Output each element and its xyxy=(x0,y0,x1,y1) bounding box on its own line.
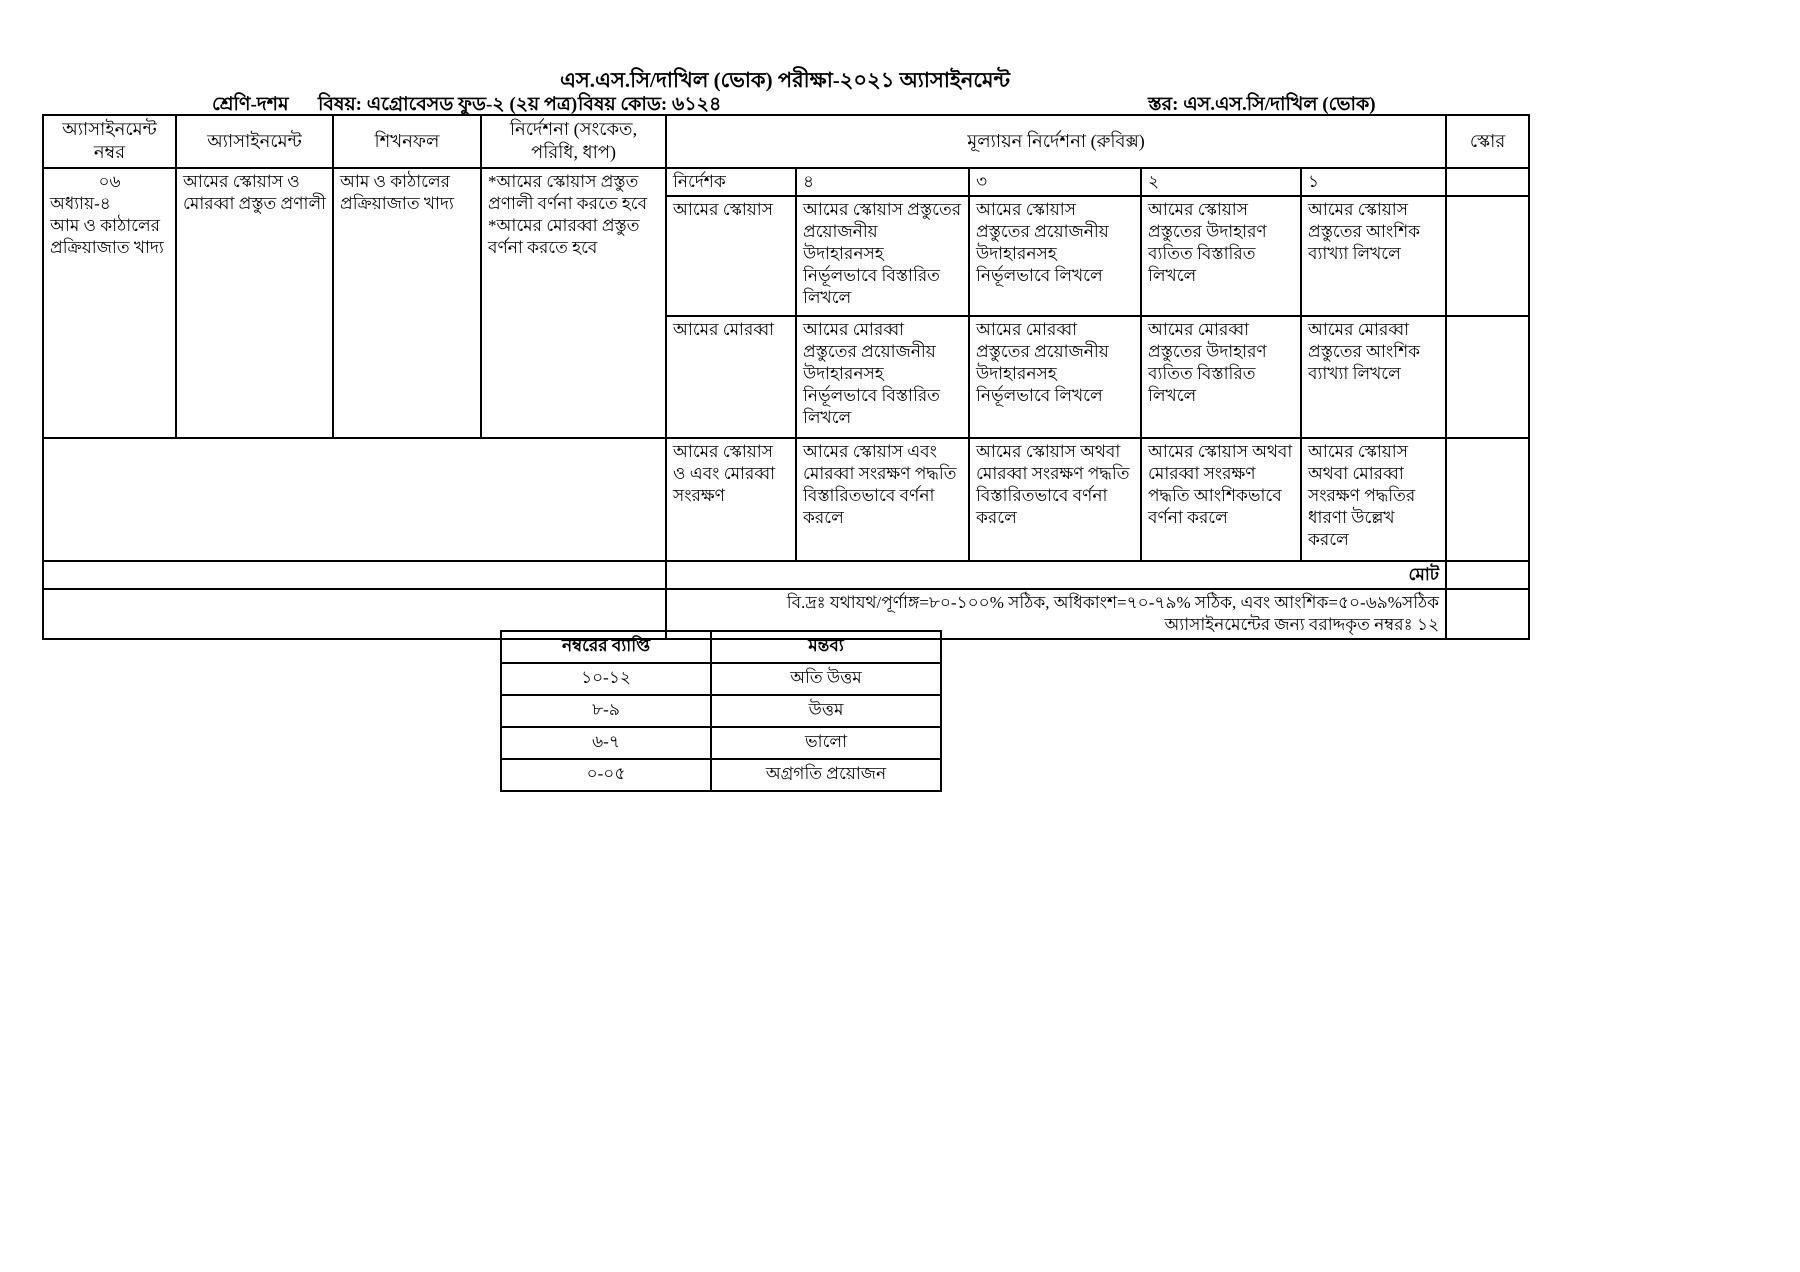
rubric-cell: আমের স্কোয়াস অথবা মোরব্বা সংরক্ষণ পদ্ধতির ধারণা উল্লেখ করলে xyxy=(1301,438,1446,561)
assignment-chapter: অধ্যায়-৪ xyxy=(50,193,111,213)
learning-outcome-cell: আম ও কাঠালের প্রক্রিয়াজাত খাদ্য xyxy=(333,168,481,438)
rubric-score-1: ১ xyxy=(1301,168,1446,196)
grade-range: ১০-১২ xyxy=(501,663,711,695)
rubric-score-4: ৪ xyxy=(796,168,969,196)
header-rubric: মূল্যায়ন নির্দেশনা (রুবিক্স) xyxy=(666,115,1446,168)
total-score-cell xyxy=(1446,561,1529,589)
header-assignment-number: অ্যাসাইনমেন্ট নম্বর xyxy=(43,115,176,168)
total-row xyxy=(43,561,1529,589)
grade-header-range: নম্বরের ব্যাপ্তি xyxy=(501,631,711,663)
instruction-line-1: *আমের স্কোয়াস প্রস্তুত প্রণালী বর্ণনা করতে হবে xyxy=(488,171,648,213)
grade-row xyxy=(501,695,941,727)
rubric-cell: আমের স্কোয়াস এবং মোরব্বা সংরক্ষণ পদ্ধতি বিস্তারিতভাবে বর্ণনা করলে xyxy=(796,438,969,561)
header-score: স্কোর xyxy=(1446,115,1529,168)
rubric-cell: আমের মোরব্বা প্রস্তুতের উদাহারণ ব্যতিত বিস্তারিত লিখলে xyxy=(1141,316,1301,438)
grade-comment: অতি উত্তম xyxy=(711,663,941,695)
note-line-2: অ্যাসাইনমেন্টের জন্য বরাদ্দকৃত নম্বরঃ ১২ xyxy=(1164,615,1440,635)
grade-header-comment: মন্তব্য xyxy=(711,631,941,663)
grade-range: ৮-৯ xyxy=(501,695,711,727)
grade-comment: উত্তম xyxy=(711,695,941,727)
note-line-1: বি.দ্রঃ যথাযথ/পূর্ণাঙ্গ=৮০-১০০% সঠিক, অধিকাংশ=৭০-৭৯% সঠিক, এবং আংশিক=৫০-৬৯%সঠিক xyxy=(786,592,1440,612)
rubric-cell: আমের মোরব্বা প্রস্তুতের প্রয়োজনীয় উদাহারনসহ নির্ভূলভাবে বিস্তারিত লিখলে xyxy=(796,316,969,438)
rubric-row-label: আমের স্কোয়াস xyxy=(666,196,796,316)
grade-comment: ভালো xyxy=(711,727,941,759)
rubric-cell: আমের মোরব্বা প্রস্তুতের আংশিক ব্যাখ্যা লিখলে xyxy=(1301,316,1446,438)
score-cell xyxy=(1446,589,1529,639)
rubric-cell: আমের স্কোয়াস প্রস্তুতের প্রয়োজনীয় উদাহারনসহ নির্ভূলভাবে বিস্তারিত লিখলে xyxy=(796,196,969,316)
header-assignment: অ্যাসাইনমেন্ট xyxy=(176,115,333,168)
grade-range: ০-০৫ xyxy=(501,759,711,791)
grade-range: ৬-৭ xyxy=(501,727,711,759)
rubric-cell: আমের স্কোয়াস প্রস্তুতের উদাহারণ ব্যতিত বিস্তারিত লিখলে xyxy=(1141,196,1301,316)
page-title: এস.এস.সি/দাখিল (ভোক) পরীক্ষা-২০২১ অ্যাসাইনমেন্ট xyxy=(559,68,1011,92)
rubric-row-label: আমের স্কোয়াস ও এবং মোরব্বা সংরক্ষণ xyxy=(666,438,796,561)
subject-label: বিষয়: এগ্রোবেসড ফুড-২ (২য় পত্র) xyxy=(318,94,578,115)
grade-row xyxy=(501,759,941,791)
rubric-indicator-label: নির্দেশক xyxy=(666,168,796,196)
rubric-row-preservation xyxy=(43,438,1529,561)
score-cell xyxy=(1446,168,1529,196)
score-cell xyxy=(1446,438,1529,561)
assignment-number-cell xyxy=(43,168,176,438)
assignment-number: ০৬ xyxy=(98,171,121,191)
instructions-cell xyxy=(481,168,666,438)
assignment-cell: আমের স্কোয়াস ও মোরব্বা প্রস্তুত প্রণালী xyxy=(176,168,333,438)
class-label: শ্রেণি-দশম xyxy=(212,94,289,115)
grade-header-row xyxy=(501,631,941,663)
rubric-score-3: ৩ xyxy=(969,168,1141,196)
meta-row xyxy=(0,90,1800,114)
header-learning-outcome: শিখনফল xyxy=(333,115,481,168)
rubric-header-row xyxy=(43,168,1529,196)
grade-scale-table xyxy=(500,630,942,792)
grade-row xyxy=(501,727,941,759)
rubric-cell: আমের স্কোয়াস অথবা মোরব্বা সংরক্ষণ পদ্ধতি বিস্তারিতভাবে বর্ণনা করলে xyxy=(969,438,1141,561)
instruction-line-2: *আমের মোরব্বা প্রস্তুত বর্ণনা করতে হবে xyxy=(488,215,640,258)
subject-code-label: বিষয় কোড: ৬১২৪ xyxy=(578,94,722,115)
rubric-cell: আমের স্কোয়াস প্রস্তুতের প্রয়োজনীয় উদাহারনসহ নির্ভূলভাবে লিখলে xyxy=(969,196,1141,316)
empty-cell xyxy=(43,438,666,561)
rubric-row-label: আমের মোরব্বা xyxy=(666,316,796,438)
assignment-table xyxy=(42,114,1530,640)
assignment-topic: আম ও কাঠালের প্রক্রিয়াজাত খাদ্য xyxy=(50,215,164,258)
header-instructions: নির্দেশনা (সংকেত, পরিধি, ধাপ) xyxy=(481,115,666,168)
total-label: মোট xyxy=(666,561,1446,589)
grade-row xyxy=(501,663,941,695)
level-label: স্তর: এস.এস.সি/দাখিল (ভোক) xyxy=(1148,94,1376,115)
score-cell xyxy=(1446,196,1529,316)
rubric-cell: আমের স্কোয়াস অথবা মোরব্বা সংরক্ষণ পদ্ধতি আংশিকভাবে বর্ণনা করলে xyxy=(1141,438,1301,561)
rubric-score-2: ২ xyxy=(1141,168,1301,196)
score-cell xyxy=(1446,316,1529,438)
table-header-row xyxy=(43,115,1529,168)
rubric-cell: আমের স্কোয়াস প্রস্তুতের আংশিক ব্যাখ্যা লিখলে xyxy=(1301,196,1446,316)
empty-cell xyxy=(43,561,666,589)
rubric-cell: আমের মোরব্বা প্রস্তুতের প্রয়োজনীয় উদাহারনসহ নির্ভূলভাবে লিখলে xyxy=(969,316,1141,438)
grade-comment: অগ্রগতি প্রয়োজন xyxy=(711,759,941,791)
